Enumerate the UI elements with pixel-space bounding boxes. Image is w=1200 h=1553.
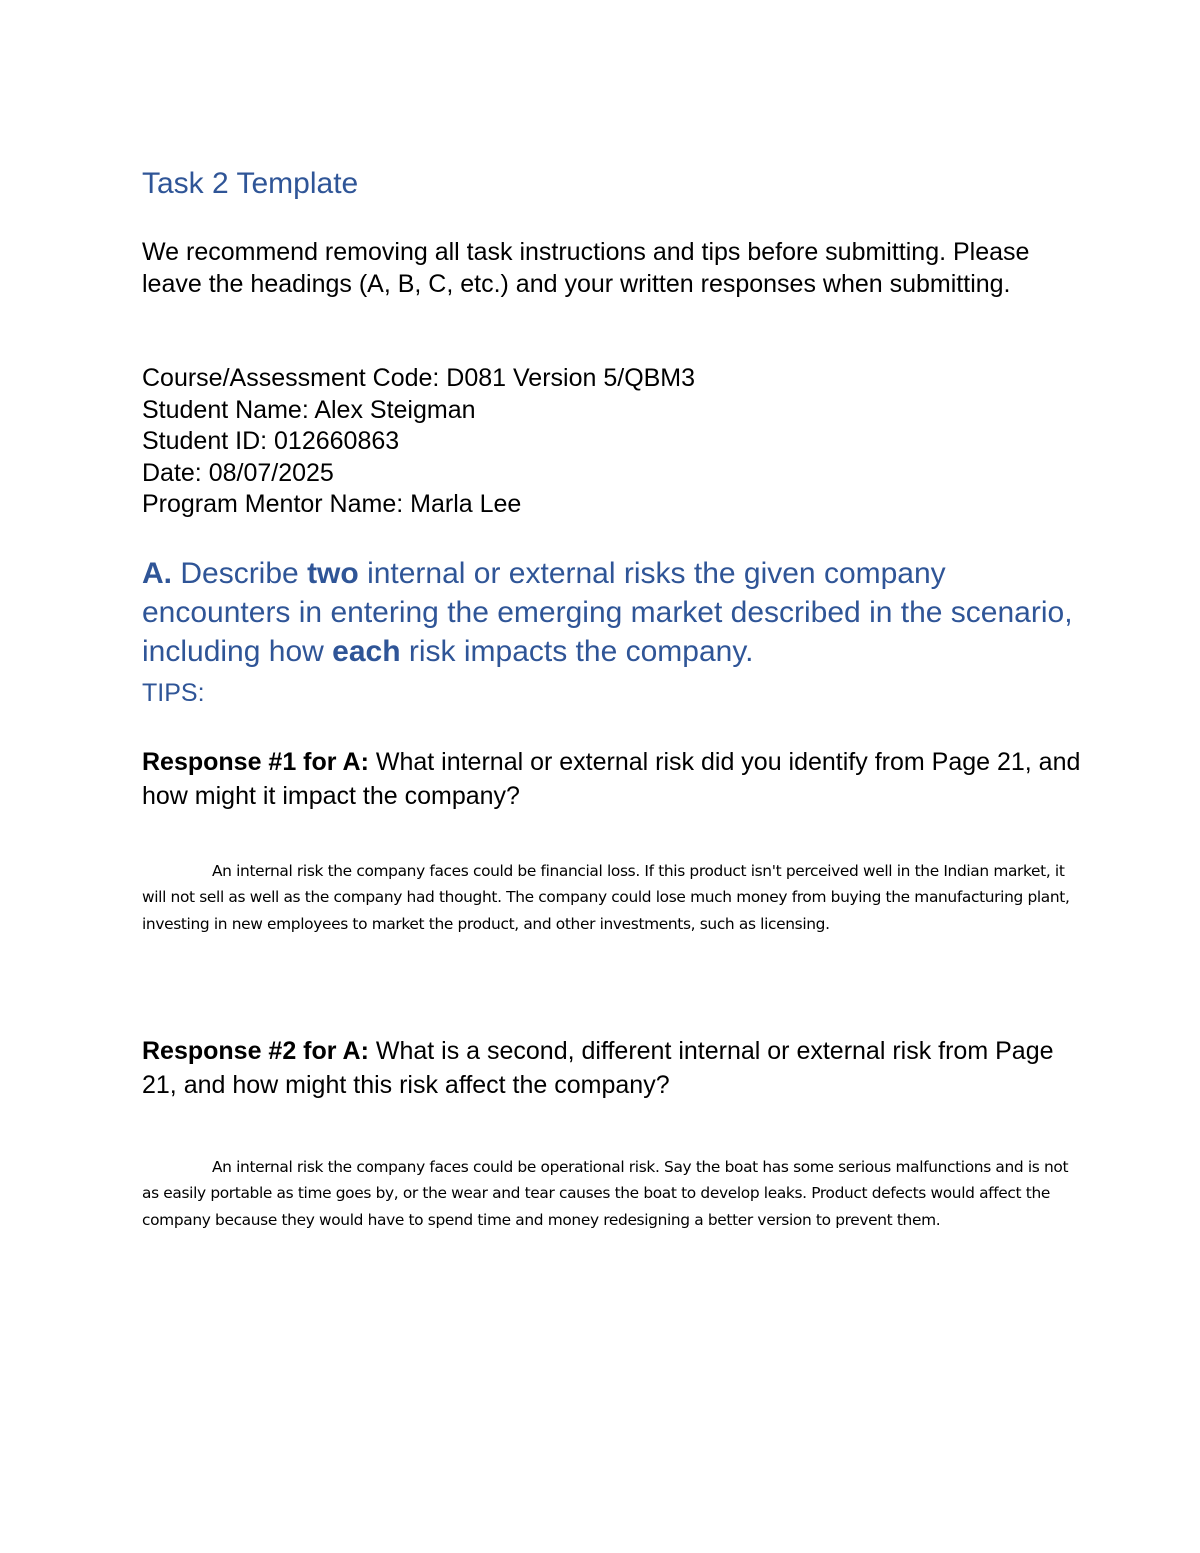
response-2-answer: An internal risk the company faces could be operational risk. Say the boat has some serious malfunctions and is not as easily portable as time goes by, or the wear and tear causes the boat to develop leaks. Product defects would affect the company because they would have to spend time and money redesigning a better version to prevent them. xyxy=(142,1158,1069,1229)
course-code-line: Course/Assessment Code: D081 Version 5/QBM3 xyxy=(142,364,696,392)
response-1-question: What internal or external risk did you identify from Page 21, and how might it impact the company? xyxy=(142,748,1081,810)
response-1-label: Response #1 for A: xyxy=(142,748,369,776)
date-line: Date: 08/07/2025 xyxy=(142,458,334,487)
section-a-text-2: internal or external risks the given company encounters in entering the emerging market described in the scenario, including how xyxy=(142,557,1073,668)
response-1-answer: An internal risk the company faces could be financial loss. If this product isn't perceived well in the Indian market, it will not sell as well as the company had thought. The company could lose much money from buying the manufacturing plant, investing in new employees to market the product, and other investments, such as licensing. xyxy=(142,862,1070,933)
section-a-text-1: Describe xyxy=(180,557,299,590)
response-2-label: Response #2 for A: xyxy=(142,1037,369,1065)
document-title: Task 2 Template xyxy=(142,167,359,200)
section-a-emphasis-each: each xyxy=(332,635,401,668)
student-name-line: Student Name: Alex Steigman xyxy=(142,395,476,424)
tips-label: TIPS: xyxy=(142,679,205,707)
mentor-name-line: Program Mentor Name: Marla Lee xyxy=(142,490,522,519)
section-a-text-3: risk impacts the company. xyxy=(408,635,754,668)
response-2-question: What is a second, different internal or external risk from Page 21, and how might this risk affect the company? xyxy=(142,1037,1054,1099)
student-info-block xyxy=(142,363,1082,521)
section-a-emphasis-two: two xyxy=(307,557,359,590)
response-1-prompt xyxy=(142,745,1082,813)
section-a-letter: A. xyxy=(142,557,172,590)
response-2-prompt xyxy=(142,1034,1082,1102)
intro-paragraph: We recommend removing all task instructions and tips before submitting. Please leave the headings (A, B, C, etc.) and your written responses when submitting. xyxy=(142,238,1030,298)
student-id-line: Student ID: 012660863 xyxy=(142,427,400,456)
section-a-heading xyxy=(142,554,1082,671)
